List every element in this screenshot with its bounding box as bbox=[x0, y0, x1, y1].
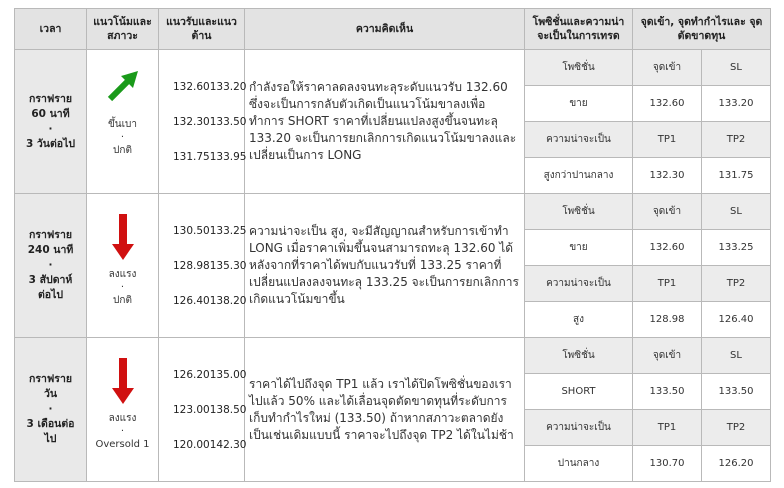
comment-cell: ความน่าจะเป็น สูง, จะมีสัญญาณสำหรับการเข้าทำ LONG เมื่อราคาเพิ่มขึ้นจนสามารถทะลุ 132.60 ได้ หลังจากที่ราคาได้พบกับแนวรับที่ 133.25 ราคาที่เปลี่ยนแปลงลงจนทะลุ 133.25 จะเป็นการยกเลิกการเกิดแนวโน้มขาขึ้น bbox=[245, 194, 525, 338]
support-value: 120.00 bbox=[173, 438, 210, 451]
resistance-value: 135.00 bbox=[209, 368, 247, 381]
trade-entry-cell: 132.60 bbox=[633, 230, 702, 266]
trade-sl-cell: 126.40 bbox=[702, 302, 771, 338]
trade-sl-cell: SL bbox=[702, 50, 771, 86]
trend-label: · bbox=[120, 132, 125, 143]
trade-position-cell: ความน่าจะเป็น bbox=[525, 122, 633, 158]
header-position: โพซิชั่นและความน่า จะเป็นในการเทรด bbox=[525, 9, 633, 50]
trend-label: ลงแรง bbox=[108, 269, 137, 280]
support-value: 132.30 bbox=[173, 115, 210, 128]
period-line: ไป bbox=[44, 433, 57, 445]
resistance-value: 142.30 bbox=[209, 438, 247, 451]
sr-pair bbox=[159, 291, 247, 311]
trade-position-cell: โพซิชั่น bbox=[525, 194, 633, 230]
header-time: เวลา bbox=[15, 9, 87, 50]
sr-pair bbox=[159, 147, 247, 167]
trade-entry-cell: 130.70 bbox=[633, 446, 702, 482]
period-line: ต่อไป bbox=[37, 289, 64, 301]
trade-entry-cell: จุดเข้า bbox=[633, 338, 702, 374]
support-resistance-cell bbox=[159, 194, 245, 338]
sr-pair bbox=[159, 400, 247, 420]
sr-pair bbox=[159, 256, 247, 276]
table-row bbox=[15, 194, 771, 230]
trade-entry-cell: TP1 bbox=[633, 266, 702, 302]
table-row bbox=[15, 50, 771, 86]
trade-sl-cell: 126.20 bbox=[702, 446, 771, 482]
trend-label: ขึ้นเบา bbox=[107, 119, 138, 130]
trend-label: ปกติ bbox=[113, 145, 132, 156]
trade-sl-cell: SL bbox=[702, 338, 771, 374]
trade-position-cell: ขาย bbox=[525, 230, 633, 266]
trade-entry-cell: 132.60 bbox=[633, 86, 702, 122]
trade-sl-cell: TP2 bbox=[702, 122, 771, 158]
trade-sl-cell: 133.50 bbox=[702, 374, 771, 410]
trade-position-cell: โพซิชั่น bbox=[525, 338, 633, 374]
comment-cell: ราคาได้ไปถึงจุด TP1 แล้ว เราได้ปิดโพซิชั่นของเราไปแล้ว 50% และได้เลื่อนจุดตัดขาดทุนที่ระดับการเก็บทำกำไรใหม่ (133.50) ถ้าหากสภาวะตลาดยังเป็นเช่นเดิมแบบนี้ ราคาจะไปถึงจุด TP2 ได้ในไม่ช้า bbox=[245, 338, 525, 482]
trade-position-cell: สูง bbox=[525, 302, 633, 338]
resistance-value: 133.95 bbox=[209, 150, 247, 163]
down-arrow-icon bbox=[111, 212, 135, 262]
resistance-value: 133.20 bbox=[209, 80, 247, 93]
table-row bbox=[15, 338, 771, 374]
period-line: 60 นาที bbox=[31, 107, 70, 120]
trade-sl-cell: 133.20 bbox=[702, 86, 771, 122]
trend-cell bbox=[87, 50, 159, 194]
period-line: · bbox=[48, 403, 53, 415]
trade-position-cell: SHORT bbox=[525, 374, 633, 410]
support-resistance-cell bbox=[159, 338, 245, 482]
sr-pair bbox=[159, 365, 247, 385]
period-cell bbox=[15, 194, 87, 338]
period-cell bbox=[15, 50, 87, 194]
trade-entry-cell: 128.98 bbox=[633, 302, 702, 338]
period-line: วัน bbox=[43, 388, 58, 400]
sr-pair bbox=[159, 221, 247, 241]
trade-position-cell: ขาย bbox=[525, 86, 633, 122]
trade-position-cell: ปานกลาง bbox=[525, 446, 633, 482]
down-arrow-icon bbox=[111, 356, 135, 406]
period-line: 3 เดือนต่อ bbox=[26, 418, 75, 430]
period-line: 3 สัปดาห์ bbox=[28, 274, 73, 286]
trade-entry-cell: TP1 bbox=[633, 122, 702, 158]
support-resistance-cell bbox=[159, 50, 245, 194]
sr-pair bbox=[159, 77, 247, 97]
trade-entry-cell: 132.30 bbox=[633, 158, 702, 194]
trade-sl-cell: SL bbox=[702, 194, 771, 230]
period-line: 240 นาที bbox=[27, 244, 74, 256]
trend-cell bbox=[87, 194, 159, 338]
support-value: 128.98 bbox=[173, 259, 210, 272]
support-value: 123.00 bbox=[173, 403, 210, 416]
period-line: · bbox=[48, 259, 53, 271]
resistance-value: 133.25 bbox=[209, 224, 247, 237]
trend-cell bbox=[87, 338, 159, 482]
period-line: 3 วันต่อไป bbox=[25, 137, 76, 150]
period-cell bbox=[15, 338, 87, 482]
header-comment: ความคิดเห็น bbox=[245, 9, 525, 50]
period-line: กราฟราย bbox=[28, 92, 72, 105]
trade-position-cell: ความน่าจะเป็น bbox=[525, 410, 633, 446]
comment-cell: กำลังรอให้ราคาลดลงจนทะลุระดับแนวรับ 132.60 ซึ่งจะเป็นการกลับตัวเกิดเป็นแนวโน้มขาลงเพื่อทำการ SHORT ราคาที่เปลี่ยนแปลงสูงขึ้นจนทะลุ 133.20 จะเป็นการยกเลิกการเกิดแนวโน้มขาลงและเปลี่ยนเป็นการ LONG bbox=[245, 50, 525, 194]
header-row bbox=[15, 9, 771, 50]
trade-entry-cell: จุดเข้า bbox=[633, 194, 702, 230]
trade-sl-cell: 131.75 bbox=[702, 158, 771, 194]
forecast-table bbox=[14, 8, 771, 482]
trade-entry-cell: จุดเข้า bbox=[633, 50, 702, 86]
trade-entry-cell: TP1 bbox=[633, 410, 702, 446]
support-value: 126.20 bbox=[173, 368, 210, 381]
trend-label: · bbox=[120, 426, 125, 437]
resistance-value: 138.20 bbox=[209, 294, 247, 307]
period-line: กราฟราย bbox=[28, 229, 72, 241]
trade-position-cell: โพซิชั่น bbox=[525, 50, 633, 86]
period-line: กราฟราย bbox=[28, 373, 72, 385]
trade-sl-cell: 133.25 bbox=[702, 230, 771, 266]
trend-label: ปกติ bbox=[113, 295, 132, 306]
support-value: 130.50 bbox=[173, 224, 210, 237]
up-arrow-icon bbox=[105, 68, 141, 104]
trade-position-cell: สูงกว่าปานกลาง bbox=[525, 158, 633, 194]
trend-label: · bbox=[120, 282, 125, 293]
sr-pair bbox=[159, 112, 247, 132]
trade-sl-cell: TP2 bbox=[702, 410, 771, 446]
resistance-value: 135.30 bbox=[209, 259, 247, 272]
trend-label: ลงแรง bbox=[108, 413, 137, 424]
trade-sl-cell: TP2 bbox=[702, 266, 771, 302]
resistance-value: 138.50 bbox=[209, 403, 247, 416]
resistance-value: 133.50 bbox=[209, 115, 247, 128]
header-support-resistance: แนวรับและแนว ต้าน bbox=[159, 9, 245, 50]
header-levels: จุดเข้า, จุดทำกำไรและ จุดตัดขาดทุน bbox=[633, 9, 771, 50]
period-line: · bbox=[48, 122, 53, 135]
trade-entry-cell: 133.50 bbox=[633, 374, 702, 410]
sr-pair bbox=[159, 435, 247, 455]
support-value: 131.75 bbox=[173, 150, 210, 163]
header-trend: แนวโน้มและ สภาวะ bbox=[87, 9, 159, 50]
trend-label: Oversold 1 bbox=[95, 439, 150, 450]
trade-position-cell: ความน่าจะเป็น bbox=[525, 266, 633, 302]
support-value: 126.40 bbox=[173, 294, 210, 307]
support-value: 132.60 bbox=[173, 80, 210, 93]
